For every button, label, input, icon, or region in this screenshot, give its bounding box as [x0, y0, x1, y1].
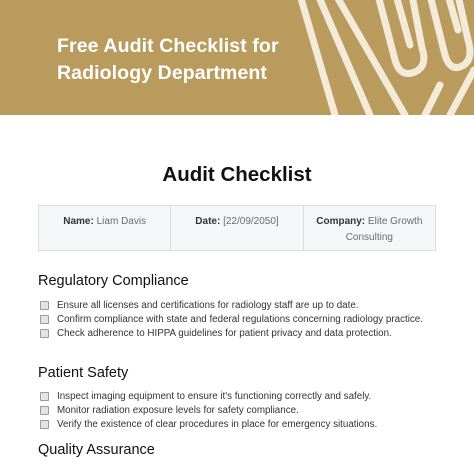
checklist-item-text: Check adherence to HIPPA guidelines for patient privacy and data protection. — [57, 327, 392, 339]
date-value: [22/09/2050] — [223, 216, 279, 227]
checklist-item-text: Monitor radiation exposure levels for safety compliance. — [57, 404, 299, 416]
checklist-item — [40, 389, 377, 403]
checklist-item — [40, 417, 377, 431]
checklist-item — [40, 326, 423, 340]
section-heading-regulatory-compliance: Regulatory Compliance — [38, 273, 189, 289]
checklist-regulatory-compliance — [40, 298, 423, 340]
section-heading-patient-safety: Patient Safety — [38, 365, 129, 381]
checkbox[interactable] — [40, 315, 49, 324]
checkbox[interactable] — [40, 406, 49, 415]
name-label: Name: — [63, 216, 94, 227]
page-title: Audit Checklist — [162, 163, 312, 186]
checklist-item — [40, 298, 423, 312]
date-label: Date: — [195, 216, 221, 227]
checkbox[interactable] — [40, 329, 49, 338]
checklist-item-text: Verify the existence of clear procedures in place for emergency situations. — [57, 418, 378, 430]
section-heading-quality-assurance: Quality Assurance — [38, 442, 155, 458]
checklist-item-text: Confirm compliance with state and federal regulations concerning radiology practice. — [57, 313, 423, 325]
company-value: Elite Growth Consulting — [345, 216, 423, 243]
banner-title: Free Audit Checklist for Radiology Department — [57, 35, 279, 84]
info-date-cell — [171, 206, 303, 250]
checkbox[interactable] — [40, 420, 49, 429]
info-table — [38, 205, 436, 251]
checklist-item — [40, 403, 377, 417]
name-value: Liam Davis — [96, 216, 147, 227]
company-label: Company: — [316, 216, 366, 227]
header-banner — [0, 0, 474, 115]
info-company-cell — [304, 206, 435, 250]
checkbox[interactable] — [40, 392, 49, 401]
checklist-item — [40, 312, 423, 326]
info-name-cell — [39, 206, 171, 250]
checkbox[interactable] — [40, 301, 49, 310]
checklist-patient-safety — [40, 389, 377, 431]
checklist-item-text: Ensure all licenses and certifications for radiology staff are up to date. — [57, 299, 359, 311]
checklist-item-text: Inspect imaging equipment to ensure it's functioning correctly and safely. — [57, 390, 372, 402]
